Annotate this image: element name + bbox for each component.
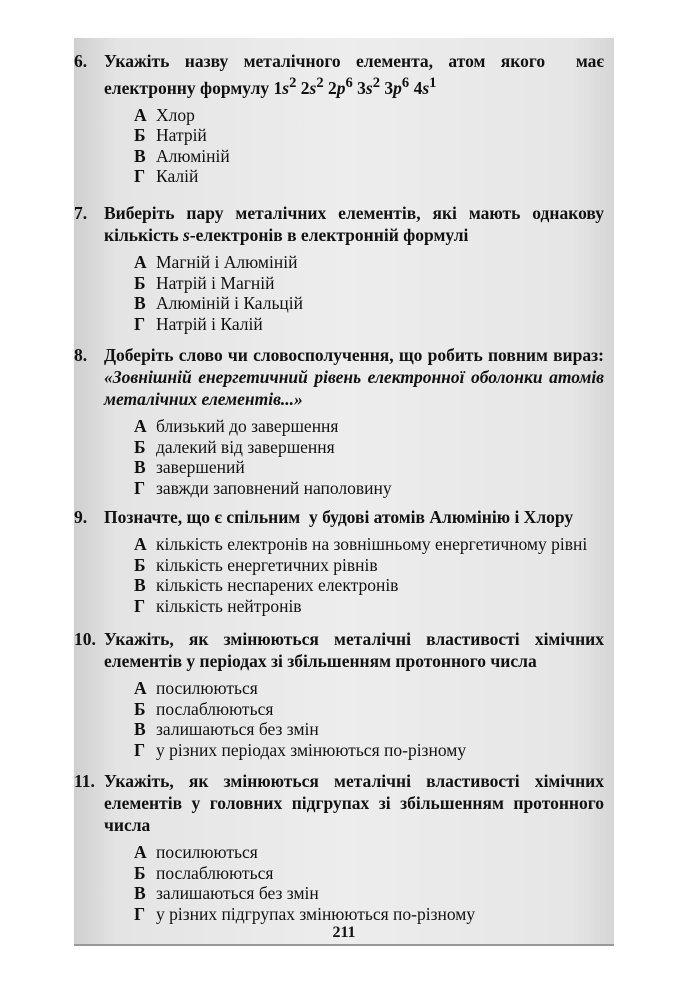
option-letter: В <box>134 719 146 739</box>
option-letter: А <box>134 534 147 554</box>
option-letter: Б <box>134 698 146 719</box>
option-letter: Б <box>134 272 146 293</box>
question-text: Укажіть, як змінюються металічні властивості хімічних елементів у періодах зі збільшенням протонного числа <box>104 629 604 671</box>
option-letter: А <box>134 678 147 698</box>
answer-options <box>134 842 604 924</box>
answer-option <box>134 273 604 294</box>
option-text: Калій <box>156 166 199 187</box>
option-letter: Г <box>134 595 146 616</box>
question-heading <box>74 770 604 836</box>
question-7 <box>74 202 604 334</box>
question-number: 7. <box>74 203 88 223</box>
option-text: посилюються <box>156 842 258 862</box>
option-letter: А <box>134 842 147 862</box>
answer-option <box>134 457 604 478</box>
question-heading <box>74 344 604 410</box>
question-text: Укажіть назву металічного елемента, атом якого має електронну формулу $1s^2$ $2s^2$ $2p^6$ $3s^2$ $3p^6$ $4s^1$ <box>104 51 604 98</box>
question-heading <box>74 50 604 99</box>
option-text: залишаються без змін <box>156 883 319 903</box>
option-text: Магній і Алюміній <box>156 252 298 272</box>
option-letter: А <box>134 104 147 125</box>
option-text: кількість енергетичних рівнів <box>156 554 378 575</box>
question-11 <box>74 770 604 924</box>
answer-option <box>134 146 604 167</box>
option-letter: В <box>134 575 146 595</box>
question-number: 10. <box>74 629 96 649</box>
book-page <box>74 38 614 946</box>
question-text: Укажіть, як змінюються металічні властивості хімічних елементів у головних підгрупах зі збільшенням протонного числа <box>104 771 604 835</box>
question-heading <box>74 506 604 528</box>
answer-option <box>134 555 604 576</box>
option-text: послаблюються <box>156 862 274 883</box>
question-number: 8. <box>74 345 88 365</box>
question-text: Доберіть слово чи словосполучення, що робить повним вираз: «Зовнішній енергетичний рівень електронної оболонки атомів металічних елементів...» <box>104 345 604 409</box>
option-letter: Б <box>134 125 146 146</box>
option-letter: А <box>134 416 147 436</box>
answer-option <box>134 575 604 596</box>
answer-option <box>134 416 604 437</box>
answer-option <box>134 904 604 925</box>
question-text: Виберіть пару металічних елементів, які мають однакову кількість s-електронів в електронній формулі <box>104 203 604 245</box>
option-letter: Б <box>134 436 146 457</box>
answer-option <box>134 740 604 761</box>
option-text: завжди заповнений наполовину <box>156 477 392 498</box>
answer-option <box>134 534 604 555</box>
answer-option <box>134 125 604 146</box>
option-text: кількість неспарених електронів <box>156 575 399 595</box>
option-text: у різних періодах змінюються по-різному <box>156 739 467 760</box>
option-text: Натрій і Калій <box>156 313 263 334</box>
question-number: 9. <box>74 507 88 527</box>
option-letter: В <box>134 145 146 166</box>
question-number: 6. <box>74 51 88 71</box>
question-number: 11. <box>74 771 95 791</box>
answer-options <box>134 105 604 187</box>
option-text: близький до завершення <box>156 416 339 436</box>
option-letter: В <box>134 883 146 903</box>
question-9 <box>74 506 604 616</box>
question-heading <box>74 202 604 246</box>
question-heading <box>74 628 604 672</box>
answer-options <box>134 534 604 616</box>
answer-option <box>134 842 604 863</box>
option-text: кількість електронів на зовнішньому енергетичному рівні <box>156 534 588 554</box>
question-10 <box>74 628 604 760</box>
question-6 <box>74 50 604 187</box>
option-letter: Г <box>134 739 146 760</box>
option-text: Натрій і Магній <box>156 272 275 293</box>
answer-options <box>134 252 604 334</box>
option-letter: Б <box>134 862 146 883</box>
answer-option <box>134 678 604 699</box>
answer-option <box>134 478 604 499</box>
answer-option <box>134 883 604 904</box>
option-text: посилюються <box>156 678 258 698</box>
option-letter: В <box>134 293 146 313</box>
answer-option <box>134 314 604 335</box>
option-text: Натрій <box>156 125 207 146</box>
option-letter: Г <box>134 903 146 924</box>
answer-option <box>134 166 604 187</box>
option-text: далекий від завершення <box>156 436 335 457</box>
option-letter: Г <box>134 313 146 334</box>
option-text: у різних підгрупах змінюються по-різному <box>156 903 476 924</box>
option-text: послаблюються <box>156 698 274 719</box>
answer-option <box>134 105 604 126</box>
answer-option <box>134 596 604 617</box>
question-text: Позначте, що є спільним у будові атомів Алюмінію і Хлору <box>104 507 574 527</box>
option-letter: Г <box>134 166 146 187</box>
option-text: Алюміній <box>156 145 230 166</box>
answer-option <box>134 252 604 273</box>
option-text: Алюміній і Кальцій <box>156 293 304 313</box>
answer-option <box>134 437 604 458</box>
page-number: 211 <box>332 924 356 941</box>
option-text: завершений <box>156 457 245 477</box>
option-text: залишаються без змін <box>156 719 319 739</box>
option-letter: Г <box>134 477 146 498</box>
option-letter: А <box>134 252 147 272</box>
answer-option <box>134 293 604 314</box>
option-letter: В <box>134 457 146 477</box>
option-text: кількість нейтронів <box>156 595 302 616</box>
answer-option <box>134 719 604 740</box>
option-letter: Б <box>134 554 146 575</box>
answer-option <box>134 699 604 720</box>
answer-options <box>134 678 604 760</box>
question-8 <box>74 344 604 498</box>
answer-options <box>134 416 604 498</box>
option-text: Хлор <box>156 104 195 125</box>
answer-option <box>134 863 604 884</box>
